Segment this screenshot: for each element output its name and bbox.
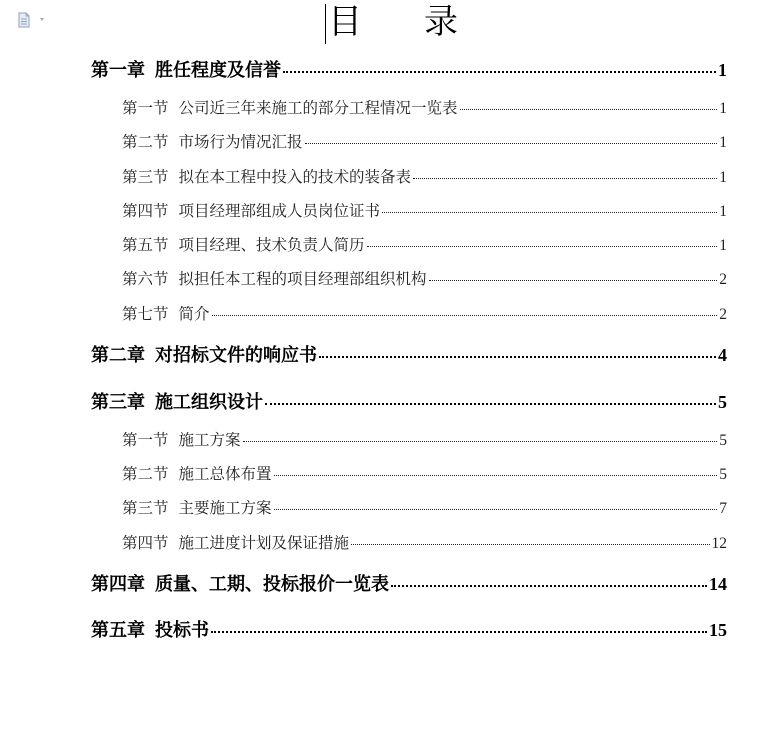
toc-entry-title: 施工总体布置 [178,465,272,483]
toc-entry-number: 第一章 [91,60,145,81]
toc-entry-title: 市场行为情况汇报 [178,133,303,151]
toc-page-number: 15 [709,620,727,640]
toc-section-entry[interactable] [122,165,727,187]
toc-section-entry[interactable] [122,233,727,255]
toc-section-entry[interactable] [122,130,727,152]
toc-dot-leader [305,143,718,144]
toc-page-number: 1 [719,237,727,254]
toc-entry-title: 项目经理、技术负责人简历 [178,236,365,254]
toc-page-number: 5 [718,392,727,412]
toc-entry-title: 项目经理部组成人员岗位证书 [178,202,381,220]
document-icon [18,12,46,28]
toc-page-number: 12 [711,535,727,552]
toc-entry-number: 第五节 [122,236,169,254]
toc-section-entry[interactable] [122,267,727,289]
toc-page-number: 1 [719,134,727,151]
toc-entry-number: 第六节 [122,270,169,288]
toc-dot-leader [429,280,718,281]
toc-entry-title: 施工方案 [178,431,241,449]
toc-entry-number: 第二章 [91,345,145,366]
toc-entry-number: 第一节 [122,431,169,449]
toc-entry-number: 第二节 [122,465,169,483]
toc-dot-leader [283,71,716,73]
toc-entry-number: 第四章 [91,574,145,595]
toc-section-entry[interactable] [122,96,727,118]
toc-chapter-entry[interactable] [91,570,727,596]
toc-entry-title: 对招标文件的响应书 [155,345,317,366]
toc-entry-number: 第三节 [122,168,169,186]
toc-entry-title: 拟担任本工程的项目经理部组织机构 [178,270,427,288]
toc-entry-title: 公司近三年来施工的部分工程情况一览表 [178,99,458,117]
toc-page-number: 2 [719,306,727,323]
toc-entry-title: 主要施工方案 [178,499,272,517]
toc-dot-leader [413,178,717,179]
toc-entry-number: 第三章 [91,392,145,413]
toc-section-entry[interactable] [122,428,727,450]
toc-section-entry[interactable] [122,199,727,221]
toc-entry-title: 施工组织设计 [155,392,263,413]
toc-section-entry[interactable] [122,531,727,553]
toc-page-number: 4 [718,345,727,365]
toc-dot-leader [274,475,718,476]
title-char-2: 录 [424,2,458,42]
title-char-1: 目 [328,2,362,42]
toc-dot-leader [391,585,707,587]
toc-entry-title: 质量、工期、投标报价一览表 [155,574,389,595]
toc-entry-title: 施工进度计划及保证措施 [178,534,350,552]
toc-chapter-entry[interactable] [91,341,727,367]
toc-entry-title: 拟在本工程中投入的技术的装备表 [178,168,412,186]
toc-page-number: 1 [718,60,727,80]
toc-dot-leader [351,544,709,545]
toc-section-entry[interactable] [122,302,727,324]
toc-section-entry[interactable] [122,496,727,518]
toc-chapter-entry[interactable] [91,56,727,82]
toc-page-number: 1 [719,100,727,117]
toc-dot-leader [211,631,707,633]
toc-dot-leader [243,441,718,442]
toc-dot-leader [319,356,716,358]
toc-page-number: 7 [719,500,727,517]
toc-entry-number: 第一节 [122,99,169,117]
toc-page-number: 5 [719,432,727,449]
toc-dot-leader [382,212,717,213]
toc-page-number: 2 [719,271,727,288]
toc-page-number: 1 [719,203,727,220]
toc-page-number: 1 [719,169,727,186]
page-title [328,0,458,44]
toc-page-number: 5 [719,466,727,483]
toc-dot-leader [212,315,718,316]
toc-entry-title: 投标书 [155,620,209,641]
toc-dot-leader [367,246,718,247]
toc-page-number: 14 [709,574,727,594]
toc-entry-title: 简介 [178,305,210,323]
toc-dot-leader [274,509,718,510]
toc-dot-leader [460,109,718,110]
toc-chapter-entry[interactable] [91,388,727,414]
toc-dot-leader [265,403,716,405]
toc-entry-number: 第四节 [122,534,169,552]
toc-entry-number: 第四节 [122,202,169,220]
toc-chapter-entry[interactable] [91,616,727,642]
toc-entry-number: 第五章 [91,620,145,641]
document-menu-icon[interactable] [18,12,46,28]
text-cursor [325,4,326,44]
toc-entry-number: 第七节 [122,305,169,323]
toc-entry-number: 第二节 [122,133,169,151]
toc-entry-title: 胜任程度及信誉 [155,60,281,81]
toc-section-entry[interactable] [122,462,727,484]
toc-entry-number: 第三节 [122,499,169,517]
